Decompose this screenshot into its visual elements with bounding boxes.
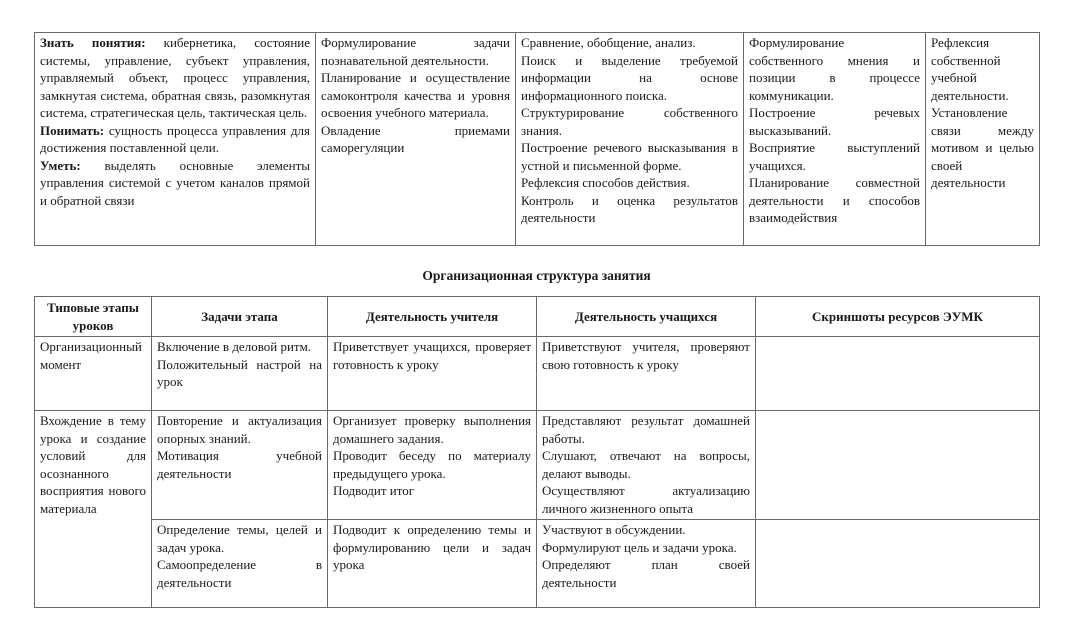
- cognitive-item: Сравнение, обобщение, анализ.: [521, 35, 696, 50]
- cognitive-cell: [516, 33, 744, 246]
- screenshots-cell: [756, 520, 1040, 608]
- communicative-item: Формулирование собственного мнения и позиции в процессе коммуникации.: [749, 35, 920, 103]
- tasks-cell: [152, 520, 328, 608]
- subject-results-cell: [35, 33, 316, 246]
- students-cell: [537, 337, 756, 411]
- regulatory-item: Формулирование задачи познавательной деятельности.: [321, 35, 510, 68]
- teacher-item: Приветствует учащихся, проверяет готовность к уроку: [333, 339, 531, 372]
- students-cell: [537, 520, 756, 608]
- communicative-cell: [744, 33, 926, 246]
- header-stage: Типовые этапы уроков: [35, 297, 152, 337]
- students-item: Слушают, отвечают на вопросы, делают выводы.: [542, 448, 750, 481]
- stage-cell: Вхождение в тему урока и создание условий для осознанного восприятия нового материала: [35, 411, 152, 608]
- table-row: [35, 411, 1040, 520]
- tasks-cell: [152, 411, 328, 520]
- teacher-cell: [328, 520, 537, 608]
- regulatory-item: Овладение приемами саморегуляции: [321, 122, 510, 155]
- personal-item: Рефлексия собственной учебной деятельности.: [931, 35, 1009, 103]
- task-item: Положительный настрой на урок: [157, 356, 322, 389]
- task-item: Включение в деловой ритм.: [157, 339, 312, 354]
- students-cell: [537, 411, 756, 520]
- understand: Понимать: сущность процесса управления для достижения поставленной цели.: [40, 122, 310, 155]
- teacher-item: Проводит беседу по материалу предыдущего урока.: [333, 448, 531, 481]
- students-item: Осуществляют актуализацию личного жизненного опыта: [542, 483, 750, 516]
- cognitive-item: Контроль и оценка результатов деятельности: [521, 192, 738, 225]
- header-row: [35, 297, 1040, 337]
- competencies-row: [35, 33, 1040, 246]
- screenshots-cell: [756, 337, 1040, 411]
- cognitive-item: Рефлексия способов действия.: [521, 175, 690, 190]
- competencies-table: [34, 32, 1040, 246]
- communicative-item: Планирование совместной деятельности и способов взаимодействия: [749, 175, 920, 225]
- teacher-cell: [328, 411, 537, 520]
- students-item: Приветствуют учителя, проверяют свою готовность к уроку: [542, 339, 750, 372]
- regulatory-cell: [316, 33, 516, 246]
- students-item: Формулируют цель и задачи урока.: [542, 539, 737, 555]
- regulatory-item: Планирование и осуществление самоконтроля качества и уровня освоения учебного материала.: [321, 70, 510, 120]
- screenshots-cell: [756, 411, 1040, 520]
- communicative-item: Восприятие выступлений учащихся.: [749, 140, 920, 173]
- students-item: Определяют план своей деятельности: [542, 557, 750, 590]
- cognitive-item: Поиск и выделение требуемой информации на основе информационного поиска.: [521, 52, 738, 103]
- task-item: Определение темы, целей и задач урока.: [157, 522, 322, 555]
- header-teacher: Деятельность учителя: [328, 297, 537, 337]
- teacher-item: Подводит итог: [333, 483, 415, 498]
- teacher-item: Подводит к определению темы и формулированию цели и задач урока: [333, 522, 531, 572]
- stage-cell: Организационный момент: [35, 337, 152, 411]
- table-row: [35, 520, 1040, 608]
- cognitive-item: Построение речевого высказывания в устной и письменной форме.: [521, 140, 738, 173]
- teacher-item: Организует проверку выполнения домашнего задания.: [333, 413, 531, 446]
- header-tasks: Задачи этапа: [152, 297, 328, 337]
- header-screenshots: Скриншоты ресурсов ЭУМК: [756, 297, 1040, 337]
- header-students: Деятельность учащихся: [537, 297, 756, 337]
- personal-item: Установление связи между мотивом и целью своей деятельности: [931, 105, 1034, 190]
- lesson-structure-table: [34, 296, 1040, 608]
- cognitive-item: Структурирование собственного знания.: [521, 105, 738, 138]
- students-item: Представляют результат домашней работы.: [542, 413, 750, 446]
- table-row: [35, 337, 1040, 411]
- task-item: Самоопределение в деятельности: [157, 557, 322, 590]
- personal-cell: [926, 33, 1040, 246]
- tasks-cell: [152, 337, 328, 411]
- know-concepts: Знать понятия: кибернетика, состояние системы, управление, субъект управления, управляемый объект, процесс управления, замкнутая система, обратная связь, разомкнутая система, стратегическая цель, тактическая цель.: [40, 35, 310, 120]
- teacher-cell: [328, 337, 537, 411]
- task-item: Повторение и актуализация опорных знаний.: [157, 413, 322, 446]
- students-item: Участвуют в обсуждении.: [542, 522, 686, 537]
- task-item: Мотивация учебной деятельности: [157, 448, 322, 481]
- be-able: Уметь: выделять основные элементы управления системой с учетом каналов прямой и обратной связи: [40, 157, 310, 208]
- section-title: Организационная структура занятия: [422, 268, 651, 283]
- communicative-item: Построение речевых высказываний.: [749, 105, 920, 138]
